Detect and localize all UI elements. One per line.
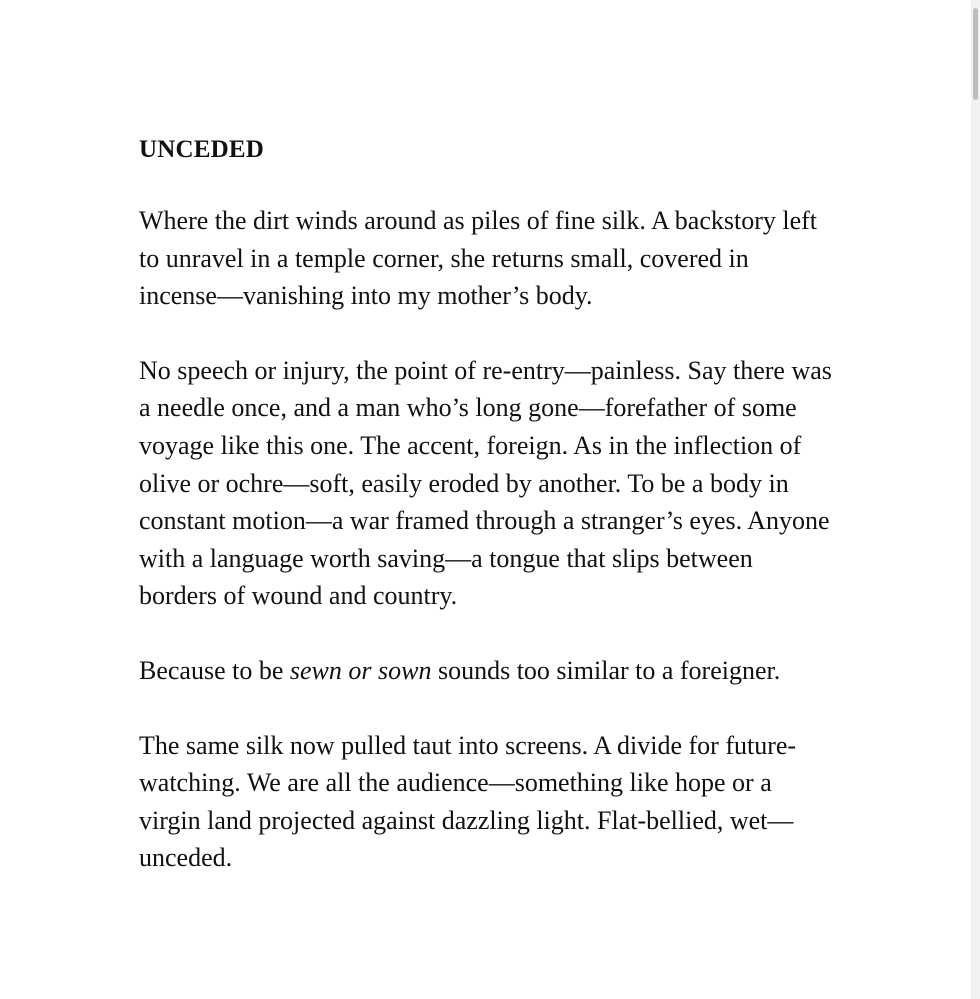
poem-title: UNCEDED <box>139 136 265 163</box>
poem-line: virgin land projected against dazzling light. Flat-bellied, wet— <box>139 805 794 835</box>
stanza-1 <box>139 202 879 315</box>
vertical-scrollbar[interactable] <box>971 0 980 999</box>
stanza-2 <box>139 352 879 615</box>
line-text-before-italic: Because to be <box>139 655 290 685</box>
poem-line: voyage like this one. The accent, foreign. As in the inflection of <box>139 430 802 460</box>
poem-line: with a language worth saving—a tongue that slips between <box>139 543 753 573</box>
poem-line: a needle once, and a man who’s long gone—forefather of some <box>139 393 797 423</box>
poem-line: constant motion—a war framed through a stranger’s eyes. Anyone <box>139 506 830 536</box>
poem-line: unceded. <box>139 843 233 873</box>
poem-line <box>139 652 879 690</box>
poem-line: No speech or injury, the point of re-entry—painless. Say there was <box>139 355 832 385</box>
line-text-italic: sewn or sown <box>289 655 432 685</box>
poem-line: to unravel in a temple corner, she returns small, covered in <box>139 243 749 273</box>
stanza-3 <box>139 652 879 690</box>
stanza-4 <box>139 727 879 877</box>
poem-page <box>139 134 879 914</box>
poem-line: watching. We are all the audience—something like hope or a <box>139 768 772 798</box>
poem-line: Where the dirt winds around as piles of fine silk. A backstory left <box>139 206 818 235</box>
poem-line: incense—vanishing into my mother’s body. <box>139 281 593 311</box>
poem-line: borders of wound and country. <box>139 581 458 611</box>
poem-line: olive or ochre—soft, easily eroded by another. To be a body in <box>139 468 789 498</box>
poem-line: The same silk now pulled taut into screens. A divide for future- <box>139 730 797 760</box>
scrollbar-thumb[interactable] <box>973 8 978 100</box>
line-text-after-italic: sounds too similar to a foreigner. <box>431 655 781 685</box>
